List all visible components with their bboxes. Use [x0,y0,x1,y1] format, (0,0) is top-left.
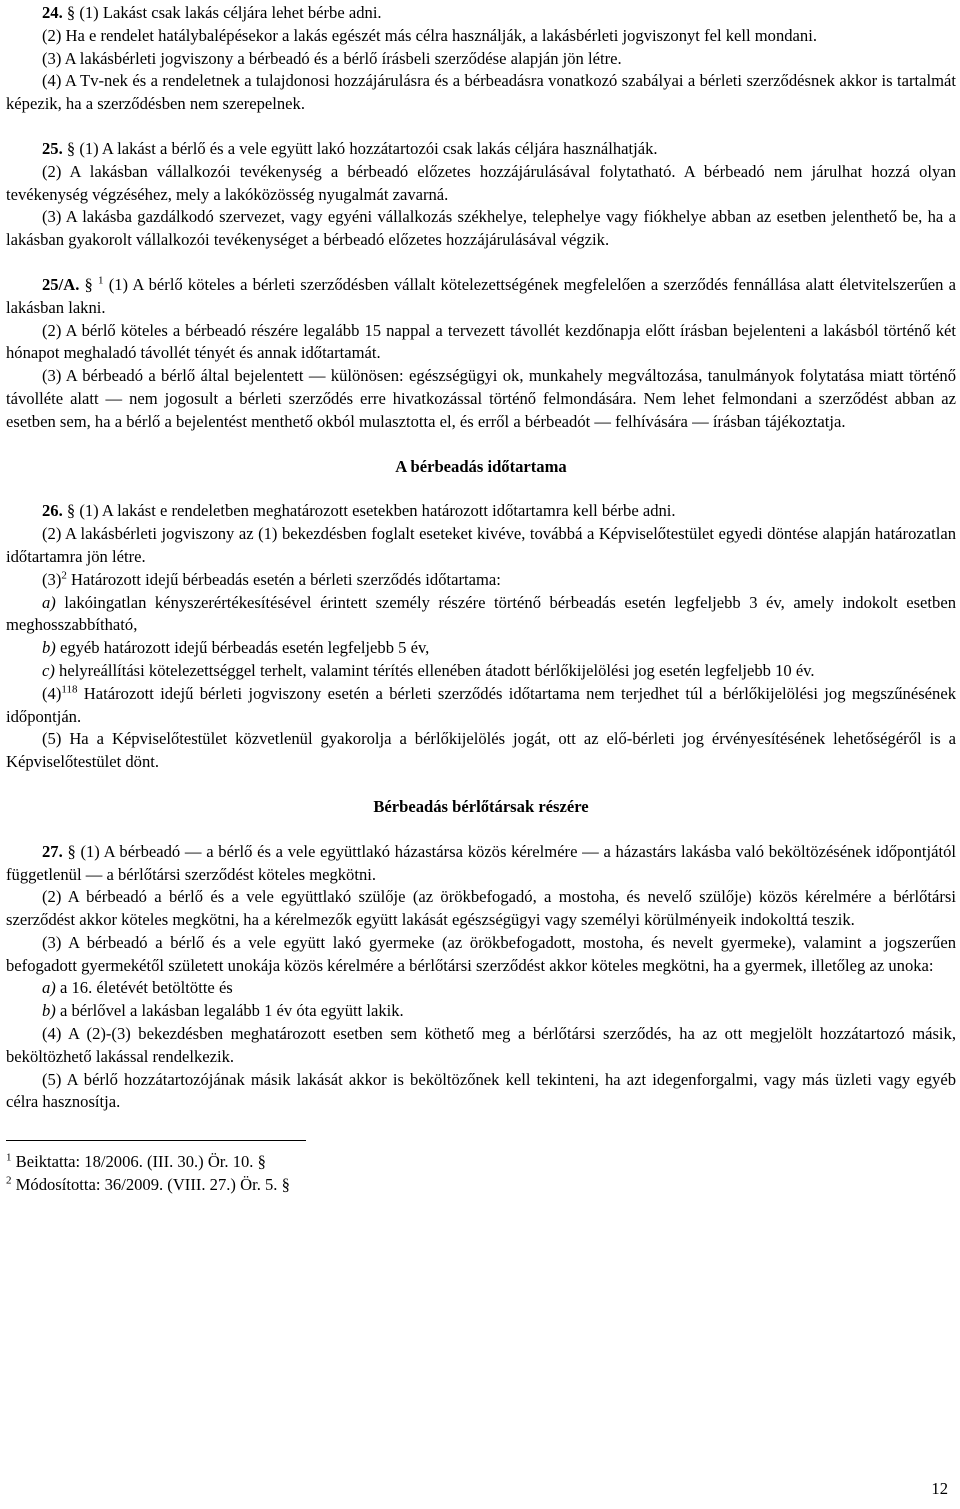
footnote-ref[interactable]: 2 [61,569,67,582]
section-25a-para-1 [6,274,956,320]
section-heading: Bérbeadás bérlőtársak részére [373,796,589,816]
section-25-para-3: (3) A lakásba gazdálkodó szervezet, vagy egyéni vállalkozás székhelye, telephelye vagy fiókhelye abban az esetben jelenthető be, ha a lakásban gyakorolt vállalkozói tevékenységet a bérbeadó előzetes hozzájárulásával végzik. [6,207,956,250]
section-sign-link[interactable]: § [66,138,76,158]
section-26-para-4 [6,683,956,729]
section-number: 26. [42,501,63,521]
section-25-para-2: (2) A lakásban vállalkozói tevékenység a bérbeadó előzetes hozzájárulásával folytatható. A bérbeadó nem járulhat hozzá olyan tevékenység végzéséhez, mely a lakóközösség nyugalmát zavarná. [6,161,956,204]
paragraph-text: (1) A lakást a bérlő és a vele együtt lakó hozzátartozói csak lakás céljára használhatják. [75,138,658,158]
paragraph-text: (1) A bérbeadó — a bérlő és a vele együttlakó házastársa közös kérelmére — a házastárs lakásba való beköltözésének időpontjától függetlenül — a bérlőtársi szerződést köteles megkötni. [6,841,956,884]
paragraph-text: Határozott idejű bérbeadás esetén a bérleti szerződés időtartama: [66,569,501,589]
paragraph-label: (4) [42,683,62,703]
point-label: a) [42,592,56,612]
point-text: egyéb határozott idejű bérbeadás esetén legfeljebb 5 év, [55,638,430,658]
section-27-para-4: (4) A (2)-(3) bekezdésben meghatározott esetben sem köthető meg a bérlőtársi szerződés, ha az ott megjelölt hozzátartozó másik, beköltözhető lakással rendelkezik. [6,1024,956,1066]
footnote-2 [6,1174,956,1197]
footnote-ref[interactable]: 1 [98,274,104,287]
footnote-text: Módosította: 36/2009. (VIII. 27.) Ör. 5. [11,1175,282,1195]
document-body [6,0,956,1197]
section-24-para-1 [6,2,956,25]
point-label: a) [42,978,56,998]
section-sign-link[interactable]: § [66,3,76,22]
section-27-para-3: (3) A bérbeadó a bérlő és a vele együtt lakó gyermeke (az örökbefogadott, mostoha, és nevelt gyermeke), valamint a jogszerűen befogadott gyermekétől született unokája közös kérelmére a bérlőtársi szerződést akkor köteles megkötni, ha a gyermek, illetőleg az unoka: [6,932,956,975]
point-label: b) [42,638,56,658]
spacer [6,819,956,841]
point-b [6,637,956,660]
point-c [6,660,956,683]
section-heading: A bérbeadás időtartama [395,456,567,476]
spacer [6,116,956,138]
section-25-para-1 [6,138,956,161]
page-number: 12 [931,1479,948,1498]
section-sign-link[interactable]: § [257,1152,266,1172]
spacer [6,434,956,456]
paragraph-text: Határozott idejű bérleti jogviszony esetén a bérleti szerződés időtartama nem terjedhet túl a bérlőkijelölési jog megszűnésének időpontján. [6,683,956,726]
point-b [6,1000,956,1023]
section-24-para-4: (4) A Tv-nek és a rendeletnek a tulajdonosi hozzájárulásra és a bérbeadásra vonatkozó szabályai a bérleti szerződésnek akkor is tartalmát képezik, ha a szerződésben nem szerepelnek. [6,71,956,114]
section-number: 27. [42,841,63,861]
spacer [6,252,956,274]
section-25a-para-3: (3) A bérbeadó a bérlő által bejelentett — különösen: egészségügyi ok, munkahely megváltozása, tanulmányok folytatása miatt történő távolléte alatt — nem jogosult a bérleti szerződés erre hivatkozással történő felmondására. Nem lehet felmondani a szerződést abban az esetben sem, ha a bérlő a bejelentést menthető okból mulasztotta el, és erről a bérbeadót — felhívására — írásban tájékoztatja. [6,366,956,431]
point-text: helyreállítási kötelezettséggel terhelt, valamint térítés ellenében átadott bérlőkijelölési jog esetén legfeljebb 10 év. [54,660,815,680]
footnote-text: Beiktatta: 18/2006. (III. 30.) Ör. 10. [11,1152,258,1172]
footnote-ref[interactable]: 118 [61,683,78,696]
footnote-divider [6,1140,306,1141]
section-26-para-3 [6,569,956,592]
spacer [6,774,956,796]
point-a [6,977,956,1000]
footnote-mark: 2 [6,1174,12,1187]
footnote-1 [6,1151,956,1174]
point-label: b) [42,1001,56,1021]
section-sign-link[interactable]: § [281,1175,290,1195]
section-24-para-3: (3) A lakásbérleti jogviszony a bérbeadó és a bérlő írásbeli szerződése alapján jön létre. [42,48,622,68]
section-27-para-5: (5) A bérlő hozzátartozójának másik lakását akkor is beköltözőnek kell tekinteni, ha azt idegenforgalmi, vagy más üzleti vagy egyéb célra hasznosítja. [6,1069,956,1112]
section-number: 24. [42,3,63,22]
section-27-para-1 [6,841,956,887]
section-number: 25. [42,138,63,158]
paragraph-text: (1) A lakást e rendeletben meghatározott esetekben határozott időtartamra kell bérbe adni. [75,501,676,521]
footnote-mark: 1 [6,1151,12,1164]
point-text: a bérlővel a lakásban legalább 1 év óta együtt lakik. [55,1001,404,1021]
section-24-para-2: (2) Ha e rendelet hatálybalépésekor a lakás egészét más célra használják, a lakásbérleti jogviszonyt fel kell mondani. [42,25,817,45]
section-sign-link[interactable]: § [67,841,76,861]
paragraph-label: (3) [42,569,62,589]
section-25a-para-2: (2) A bérlő köteles a bérbeadó részére legalább 15 nappal a tervezett távollét kezdőnapja előtt írásban bejelenteni a lakásból történő két hónapot meghaladó távollét tényét és annak időtartamát. [6,320,956,363]
point-label: c) [42,660,55,680]
section-26-para-2: (2) A lakásbérleti jogviszony az (1) bekezdésben foglalt eseteket kivéve, továbbá a Képviselőtestület egyedi döntése alapján határozatlan időtartamra jön létre. [6,524,956,566]
point-text: a 16. életévét betöltötte és [55,978,233,998]
point-a [6,592,956,638]
point-text: lakóingatlan kényszerértékesítésével érintett személy részére történő bérbeadás esetén legfeljebb 3 év, amely indokolt esetben meghosszabbítható, [6,592,956,635]
section-26-para-5: (5) Ha a Képviselőtestület közvetlenül gyakorolja a bérlőkijelölés jogát, ott az elő-bérleti jog érvényesítésének lehetőségéről is a Képviselőtestület dönt. [6,729,956,772]
section-26-para-1 [6,500,956,523]
paragraph-text: (1) A bérlő köteles a bérleti szerződésben vállalt kötelezettségének megfelelően a szerződés fennállása alatt életvitelszerűen a lakásban lakni. [6,274,957,317]
section-27-para-2: (2) A bérbeadó a bérlő és a vele együttlakó szülője (az örökbefogadó, a mostoha, és nevelő szülője) közös kérelmére a bérlőtársi szerződést akkor köteles megkötni, ha a kérelmezők együtt lakását egészségügyi vagy személyi körülményeik indokolttá teszik. [6,887,956,930]
section-sign-link[interactable]: § [84,274,93,294]
paragraph-text: (1) Lakást csak lakás céljára lehet bérbe adni. [75,3,382,22]
section-number: 25/A. [42,274,80,294]
section-sign-link[interactable]: § [66,501,76,521]
spacer [6,478,956,500]
